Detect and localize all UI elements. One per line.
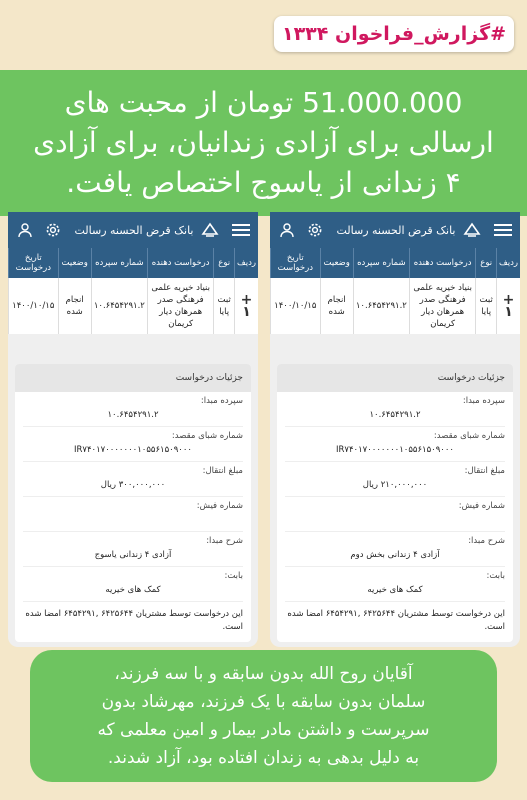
bank-brand <box>336 220 481 240</box>
request-details-panel <box>277 364 513 642</box>
cell-date: ۱۴۰۰/۱۰/۱۵ <box>271 278 321 334</box>
caption-box <box>30 650 497 782</box>
amount-value: ۲۱۰,۰۰۰,۰۰۰ ریال <box>285 476 505 497</box>
dest-sheba-label: شماره شبای مقصد: <box>433 431 505 441</box>
signature-note: این درخواست توسط مشتریان ۶۴۲۵۶۴۴ ,۶۴۵۴۲۹۱ امضا شده است. <box>287 609 505 632</box>
receipt-value <box>23 511 243 532</box>
dest-sheba-value: IR۷۴۰۱۷۰۰۰۰۰۰۰۱۰۵۵۶۱۵۰۹۰۰۰ <box>23 441 243 462</box>
app-bar <box>270 212 520 248</box>
panel-title: جزئیات درخواست <box>277 364 513 392</box>
amount-label: مبلغ انتقال: <box>202 466 243 476</box>
column-header: شماره سپرده <box>91 248 147 278</box>
column-header: تاریخ درخواست <box>271 248 321 278</box>
source-deposit-label: سپرده مبدا: <box>462 396 505 406</box>
panel-title: جزئیات درخواست <box>15 364 251 392</box>
table-header <box>271 248 521 278</box>
user-icon[interactable] <box>16 221 34 239</box>
caption-line-4: به دلیل بدهی به زندان افتاده بود، آزاد شدند. <box>107 748 420 768</box>
headline-line-2: ارسالی برای آزادی زندانیان، برای آزادی <box>33 126 494 159</box>
request-details-panel <box>15 364 251 642</box>
settings-icon[interactable] <box>306 221 324 239</box>
source-desc-label: شرح مبدا: <box>468 536 505 546</box>
headline-banner <box>0 70 527 216</box>
reason-label: بابت: <box>486 571 505 581</box>
expand-row-button[interactable]: + ۱ <box>234 278 258 334</box>
signature-note: این درخواست توسط مشتریان ۶۴۲۵۶۴۴ ,۶۴۵۴۲۹۱ امضا شده است. <box>25 609 243 632</box>
source-deposit-label: سپرده مبدا: <box>200 396 243 406</box>
cell-requester: بنیاد خیریه علمی فرهنگی صدر همرهان دیار کریمان <box>147 278 214 334</box>
menu-icon[interactable] <box>232 221 250 239</box>
receipt-label: شماره فیش: <box>458 501 505 511</box>
reason-label: بابت: <box>224 571 243 581</box>
source-deposit-value: ۱۰.۶۴۵۴۲۹۱.۲ <box>285 406 505 427</box>
screenshots-container <box>8 212 520 647</box>
headline-line-1: 51.000.000 تومان از محبت های <box>64 86 463 119</box>
app-bar <box>8 212 258 248</box>
column-header: شماره سپرده <box>353 248 409 278</box>
table-header <box>9 248 259 278</box>
amount-value: ۳۰۰,۰۰۰,۰۰۰ ریال <box>23 476 243 497</box>
requests-table <box>8 248 258 334</box>
caption-line-2: سلمان بدون سابقه با یک فرزند، مهرشاد بدون <box>101 692 426 712</box>
caption-line-3: سرپرست و داشتن مادر بیمار و امین معلمی که <box>97 720 430 740</box>
menu-icon[interactable] <box>494 221 512 239</box>
user-icon[interactable] <box>278 221 296 239</box>
cell-deposit: ۱۰.۶۴۵۴۲۹۱.۲ <box>353 278 409 334</box>
cell-type: ثبت پایا <box>214 278 235 334</box>
hashtag-text: #گزارش_فراخوان ۱۳۳۴ <box>281 23 507 45</box>
requests-table <box>270 248 520 334</box>
reason-value: کمک های خیریه <box>285 581 505 602</box>
bank-name: بانک قرض الحسنه رسالت <box>74 223 194 237</box>
source-desc-label: شرح مبدا: <box>206 536 243 546</box>
bank-brand <box>74 220 219 240</box>
cell-status: انجام شده <box>58 278 91 334</box>
column-header: تاریخ درخواست <box>9 248 59 278</box>
caption-line-1: آقایان روح الله بدون سابقه و با سه فرزند، <box>114 664 413 684</box>
bank-logo-icon <box>200 220 220 240</box>
cell-status: انجام شده <box>320 278 353 334</box>
column-header: وضعیت <box>320 248 353 278</box>
cell-requester: بنیاد خیریه علمی فرهنگی صدر همرهان دیار کریمان <box>409 278 476 334</box>
source-desc-value: آزادی ۴ زندانی بخش دوم <box>285 546 505 567</box>
table-row[interactable] <box>271 278 521 334</box>
bank-app-screenshot-right <box>270 212 520 647</box>
column-header: نوع <box>476 248 497 278</box>
column-header: نوع <box>214 248 235 278</box>
hashtag-banner <box>274 16 514 52</box>
reason-value: کمک های خیریه <box>23 581 243 602</box>
bank-app-screenshot-left <box>8 212 258 647</box>
column-header: ردیف <box>234 248 258 278</box>
source-desc-value: آزادی ۴ زندانی یاسوج <box>23 546 243 567</box>
expand-row-button[interactable]: + ۱ <box>496 278 520 334</box>
column-header: درخواست دهنده <box>409 248 476 278</box>
receipt-label: شماره فیش: <box>196 501 243 511</box>
receipt-value <box>285 511 505 532</box>
cell-type: ثبت پایا <box>476 278 497 334</box>
column-header: ردیف <box>496 248 520 278</box>
source-deposit-value: ۱۰.۶۴۵۴۲۹۱.۲ <box>23 406 243 427</box>
settings-icon[interactable] <box>44 221 62 239</box>
cell-deposit: ۱۰.۶۴۵۴۲۹۱.۲ <box>91 278 147 334</box>
dest-sheba-value: IR۷۴۰۱۷۰۰۰۰۰۰۰۱۰۵۵۶۱۵۰۹۰۰۰ <box>285 441 505 462</box>
column-header: درخواست دهنده <box>147 248 214 278</box>
table-row[interactable] <box>9 278 259 334</box>
bank-logo-icon <box>462 220 482 240</box>
cell-date: ۱۴۰۰/۱۰/۱۵ <box>9 278 59 334</box>
bank-name: بانک قرض الحسنه رسالت <box>336 223 456 237</box>
amount-label: مبلغ انتقال: <box>464 466 505 476</box>
column-header: وضعیت <box>58 248 91 278</box>
headline-line-3: ۴ زندانی از یاسوج اختصاص یافت. <box>66 166 461 199</box>
dest-sheba-label: شماره شبای مقصد: <box>171 431 243 441</box>
